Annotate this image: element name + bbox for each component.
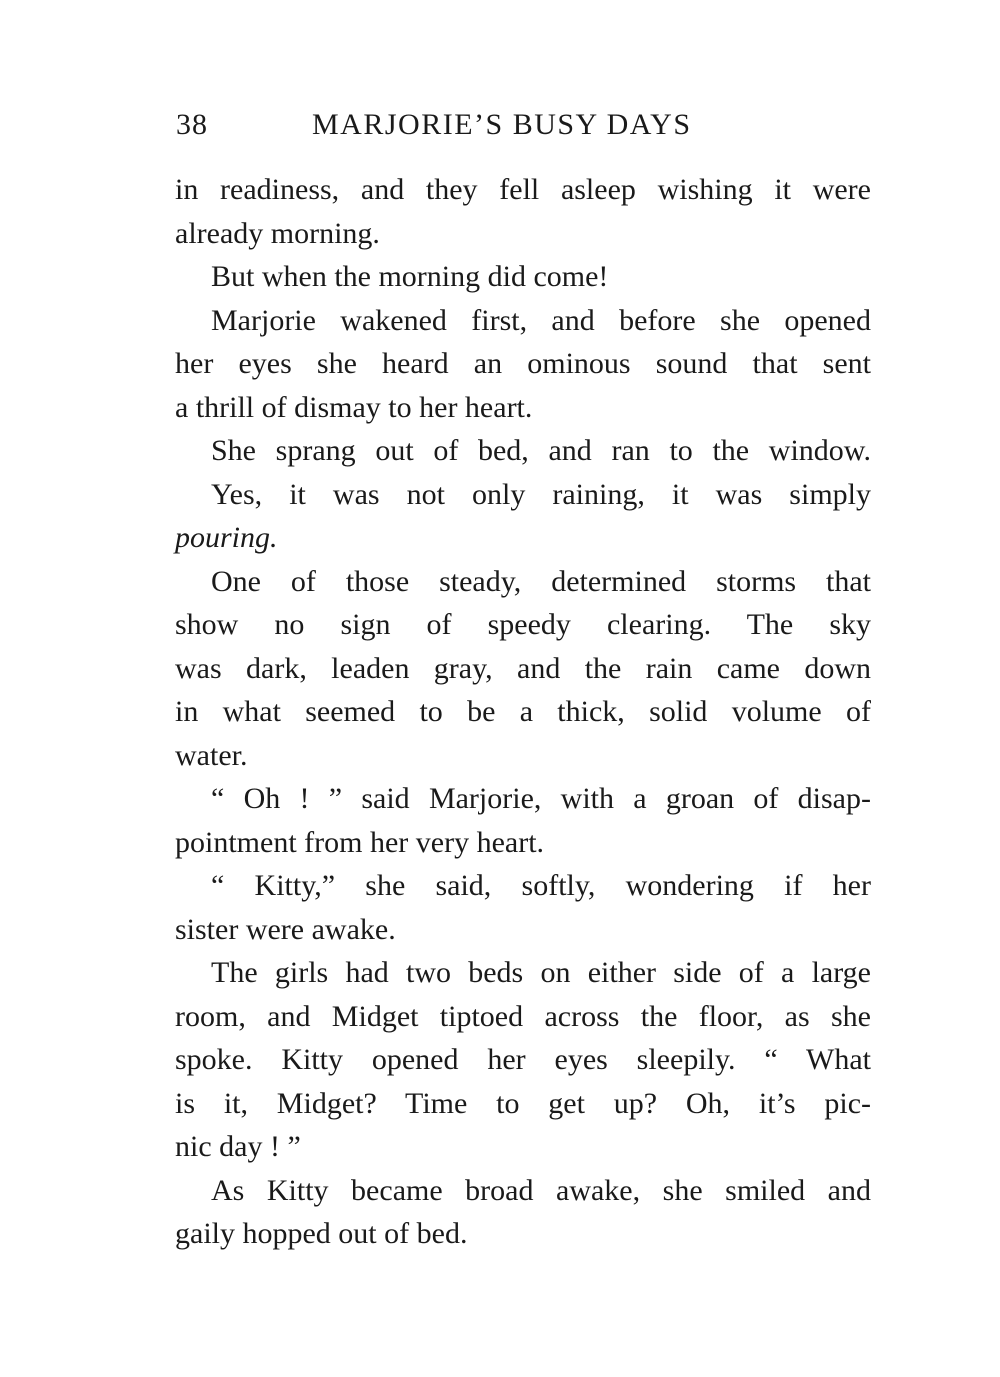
text-line: already morning. [175,216,380,250]
text-line: gaily hopped out of bed. [175,1217,468,1250]
text-line: “ Kitty,” she said, softly, wondering if her [211,869,871,902]
text-line: pouring. [175,521,278,554]
text-line: was dark, leaden gray, and the rain came down [175,651,871,685]
text-line: pointment from her very heart. [175,825,545,859]
text-line: She sprang out of bed, and ran to the window. [211,434,871,467]
text-line: is it, Midget? Time to get up? Oh, it’s pic- [175,1086,871,1120]
text-line: spoke. Kitty opened her eyes sleepily. “ What [175,1043,871,1076]
text-line: “ Oh ! ” said Marjorie, with a groan of disap- [211,782,871,815]
text-line: show no sign of speedy clearing. The sky [175,608,871,641]
text-line: in what seemed to be a thick, solid volume of [175,695,871,728]
text-line: nic day ! ” [175,1130,301,1163]
body-text [175,168,871,1256]
text-line: room, and Midget tiptoed across the floor, as she [175,999,871,1033]
text-line: Marjorie wakened first, and before she opened [211,303,871,337]
text-line: in readiness, and they fell asleep wishing it were [175,173,871,206]
text-line: water. [175,738,248,772]
text-line: But when the morning did come! [211,260,609,293]
text-line: The girls had two beds on either side of a large [211,956,871,989]
text-line: sister were awake. [175,912,396,946]
text-line: As Kitty became broad awake, she smiled and [211,1173,871,1207]
text-line: Yes, it was not only raining, it was simply [211,477,871,511]
text-line: a thrill of dismay to her heart. [175,390,533,424]
text-line: One of those steady, determined storms that [211,564,871,598]
text-line: her eyes she heard an ominous sound that sent [175,347,871,380]
running-title: MARJORIE’S BUSY DAYS [312,108,692,141]
page-header [176,108,876,148]
page-number: 38 [176,108,208,141]
